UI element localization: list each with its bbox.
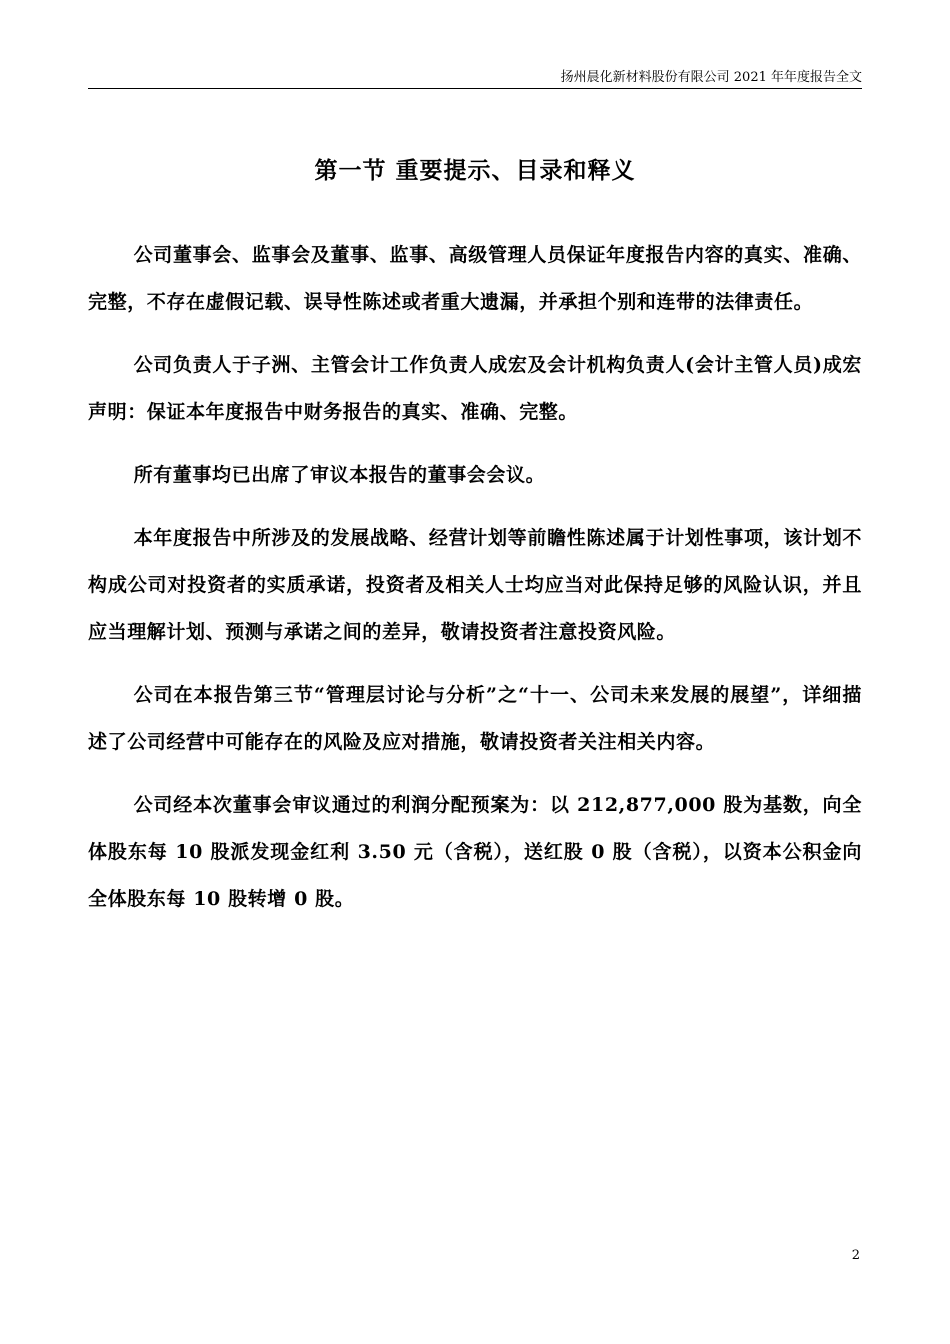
paragraph-forward-looking: 本年度报告中所涉及的发展战略、经营计划等前瞻性陈述属于计划性事项，该计划不构成公司对投资者的实质承诺，投资者及相关人士均应当对此保持足够的风险认识，并且应当理解计划、预测与承诺之间的差异，敬请投资者注意投资风险。 [88, 527, 862, 643]
paragraph-profit-distribution: 公司经本次董事会审议通过的利润分配预案为：以 212,877,000 股为基数，向全体股东每 10 股派发现金红利 3.50 元（含税），送红股 0 股（含税），以资本公积金向全体股东每 10 股转增 0 股。 [88, 794, 862, 910]
paragraph-board-guarantee: 公司董事会、监事会及董事、监事、高级管理人员保证年度报告内容的真实、准确、完整，不存在虚假记载、误导性陈述或者重大遗漏，并承担个别和连带的法律责任。 [88, 244, 862, 313]
section-title: 第一节 重要提示、目录和释义 [314, 157, 636, 184]
paragraph-risk-reference: 公司在本报告第三节“管理层讨论与分析”之“十一、公司未来发展的展望”，详细描述了公司经营中可能存在的风险及应对措施，敬请投资者关注相关内容。 [88, 684, 862, 753]
body-text [88, 232, 862, 939]
paragraph-responsible-persons: 公司负责人于子洲、主管会计工作负责人成宏及会计机构负责人(会计主管人员)成宏声明：保证本年度报告中财务报告的真实、准确、完整。 [88, 354, 863, 423]
page-number: 2 [851, 1248, 860, 1263]
paragraph-directors-attendance: 所有董事均已出席了审议本报告的董事会会议。 [133, 464, 546, 486]
running-header-title: 扬州晨化新材料股份有限公司 2021 年年度报告全文 [560, 70, 862, 85]
running-header [88, 66, 862, 89]
